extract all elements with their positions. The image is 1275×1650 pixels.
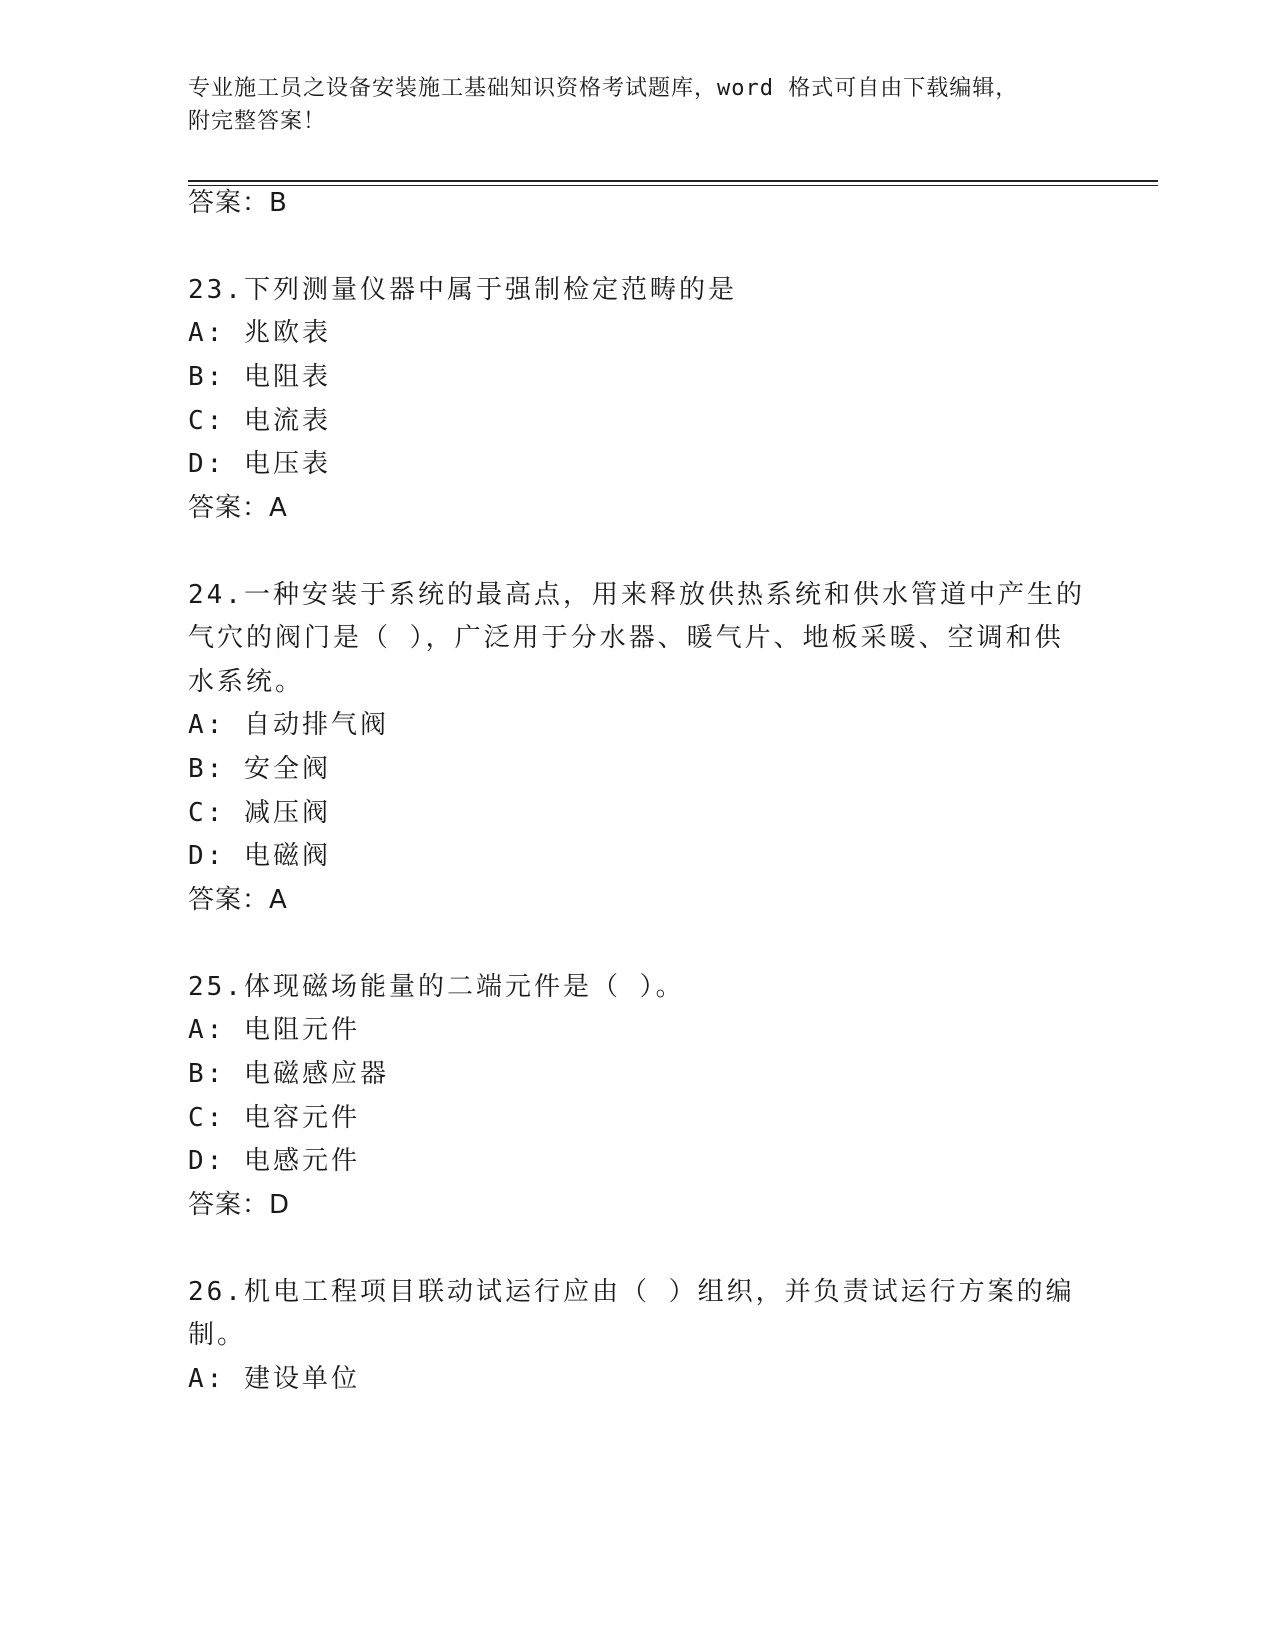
- option-d: D: 电感元件: [188, 1146, 360, 1176]
- option-a: A: 兆欧表: [188, 318, 331, 348]
- option-b: B: 安全阀: [188, 754, 331, 784]
- answer: 答案：A: [188, 885, 288, 915]
- prev-answer: 答案：B: [188, 188, 288, 218]
- header-line-2: 附完整答案！: [188, 109, 327, 134]
- question-text-line: 气穴的阀门是（ ），广泛用于分水器、暖气片、地板采暖、空调和供: [188, 623, 1064, 653]
- question-text-line: 制。: [188, 1320, 247, 1350]
- option-b: B: 电阻表: [188, 362, 331, 392]
- header-rule-thin: [188, 185, 1158, 186]
- question-text-line: 水系统。: [188, 667, 305, 697]
- question-text-line: 25.体现磁场能量的二端元件是（ ）。: [188, 972, 685, 1002]
- answer: 答案：D: [188, 1190, 291, 1220]
- option-c: C: 减压阀: [188, 798, 331, 828]
- question-text-line: 23.下列测量仪器中属于强制检定范畴的是: [188, 275, 737, 305]
- header-rule-thick: [188, 180, 1158, 182]
- option-c: C: 电容元件: [188, 1103, 360, 1133]
- option-c: C: 电流表: [188, 406, 331, 436]
- option-a: A: 建设单位: [188, 1364, 360, 1394]
- option-a: A: 自动排气阀: [188, 710, 389, 740]
- option-d: D: 电磁阀: [188, 841, 331, 871]
- question-text-line: 24.一种安装于系统的最高点，用来释放供热系统和供水管道中产生的: [188, 580, 1085, 610]
- option-d: D: 电压表: [188, 449, 331, 479]
- document-header: [188, 72, 1088, 138]
- header-line-1: 专业施工员之设备安装施工基础知识资格考试题库，word 格式可自由下载编辑，: [188, 76, 1019, 101]
- option-b: B: 电磁感应器: [188, 1059, 389, 1089]
- option-a: A: 电阻元件: [188, 1015, 360, 1045]
- answer: 答案：A: [188, 493, 288, 523]
- question-text-line: 26.机电工程项目联动试运行应由（ ）组织，并负责试运行方案的编: [188, 1277, 1075, 1307]
